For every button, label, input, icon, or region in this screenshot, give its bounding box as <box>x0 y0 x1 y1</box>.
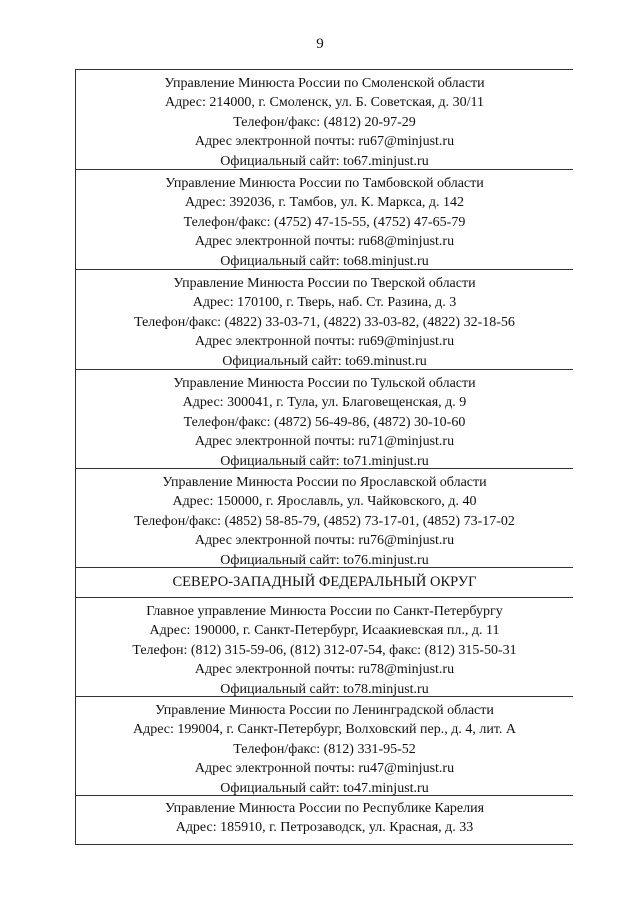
table-row <box>76 370 573 469</box>
section-heading: СЕВЕРО-ЗАПАДНЫЙ ФЕДЕРАЛЬНЫЙ ОКРУГ <box>172 574 477 590</box>
office-site: Официальный сайт: to71.minjust.ru <box>220 453 429 469</box>
office-name: Управление Минюста России по Тамбовской области <box>165 176 484 191</box>
contacts-table <box>75 69 573 845</box>
office-phone: Телефон/факс: (4822) 33-03-71, (4822) 33-03-82, (4822) 32-18-56 <box>134 314 515 330</box>
table-row <box>76 270 573 370</box>
office-phone: Телефон/факс: (812) 331-95-52 <box>233 741 416 757</box>
office-email: Адрес электронной почты: ru67@minjust.ru <box>194 134 455 150</box>
office-phone: Телефон/факс: (4752) 47-15-55, (4752) 47-65-79 <box>183 214 466 230</box>
office-site: Официальный сайт: to76.minjust.ru <box>220 552 429 568</box>
table-row <box>76 796 573 845</box>
office-name: Управление Минюста России по Тверской области <box>173 276 476 291</box>
office-site: Официальный сайт: to67.minjust.ru <box>220 153 429 169</box>
office-name: Управление Минюста России по Ярославской области <box>162 475 487 490</box>
office-address: Адрес: 392036, г. Тамбов, ул. К. Маркса, д. 142 <box>184 195 465 211</box>
office-name: Управление Минюста России по Тульской области <box>173 376 476 391</box>
office-email: Адрес электронной почты: ru76@minjust.ru <box>194 533 455 549</box>
office-address: Адрес: 150000, г. Ярославль, ул. Чайковского, д. 40 <box>172 494 477 510</box>
office-email: Адрес электронной почты: ru78@minjust.ru <box>194 662 455 678</box>
office-email: Адрес электронной почты: ru69@minjust.ru <box>194 334 455 350</box>
office-phone: Телефон: (812) 315-59-06, (812) 312-07-54, факс: (812) 315-50-31 <box>132 642 517 658</box>
table-row <box>76 598 573 697</box>
table-row <box>76 170 573 270</box>
office-site: Официальный сайт: to68.minjust.ru <box>220 253 429 269</box>
office-phone: Телефон/факс: (4812) 20-97-29 <box>233 114 416 130</box>
office-address: Адрес: 170100, г. Тверь, наб. Ст. Разина, д. 3 <box>192 295 457 311</box>
office-site: Официальный сайт: to47.minjust.ru <box>220 780 429 796</box>
office-address: Адрес: 185910, г. Петрозаводск, ул. Красная, д. 33 <box>175 820 474 836</box>
office-email: Адрес электронной почты: ru71@minjust.ru <box>194 434 455 450</box>
office-site: Официальный сайт: to78.minjust.ru <box>220 681 429 697</box>
office-name: Управление Минюста России по Республике Карелия <box>164 801 485 816</box>
page-number: 9 <box>316 36 324 52</box>
office-name: Главное управление Минюста России по Санкт-Петербургу <box>146 604 503 619</box>
table-row <box>76 469 573 568</box>
office-address: Адрес: 199004, г. Санкт-Петербург, Волховский пер., д. 4, лит. А <box>132 722 517 738</box>
office-address: Адрес: 190000, г. Санкт-Петербург, Исаакиевская пл., д. 11 <box>149 623 500 639</box>
table-row <box>76 70 573 170</box>
office-name: Управление Минюста России по Ленинградской области <box>155 703 494 718</box>
office-address: Адрес: 214000, г. Смоленск, ул. Б. Советская, д. 30/11 <box>164 95 484 111</box>
office-email: Адрес электронной почты: ru47@minjust.ru <box>194 761 455 777</box>
office-phone: Телефон/факс: (4852) 58-85-79, (4852) 73-17-01, (4852) 73-17-02 <box>134 513 515 529</box>
table-row <box>76 697 573 796</box>
office-name: Управление Минюста России по Смоленской области <box>164 76 485 91</box>
office-email: Адрес электронной почты: ru68@minjust.ru <box>194 234 455 250</box>
office-site: Официальный сайт: to69.minust.ru <box>222 353 427 369</box>
office-phone: Телефон/факс: (4872) 56-49-86, (4872) 30-10-60 <box>183 414 466 430</box>
section-heading-row <box>76 568 573 598</box>
office-address: Адрес: 300041, г. Тула, ул. Благовещенская, д. 9 <box>182 395 467 411</box>
